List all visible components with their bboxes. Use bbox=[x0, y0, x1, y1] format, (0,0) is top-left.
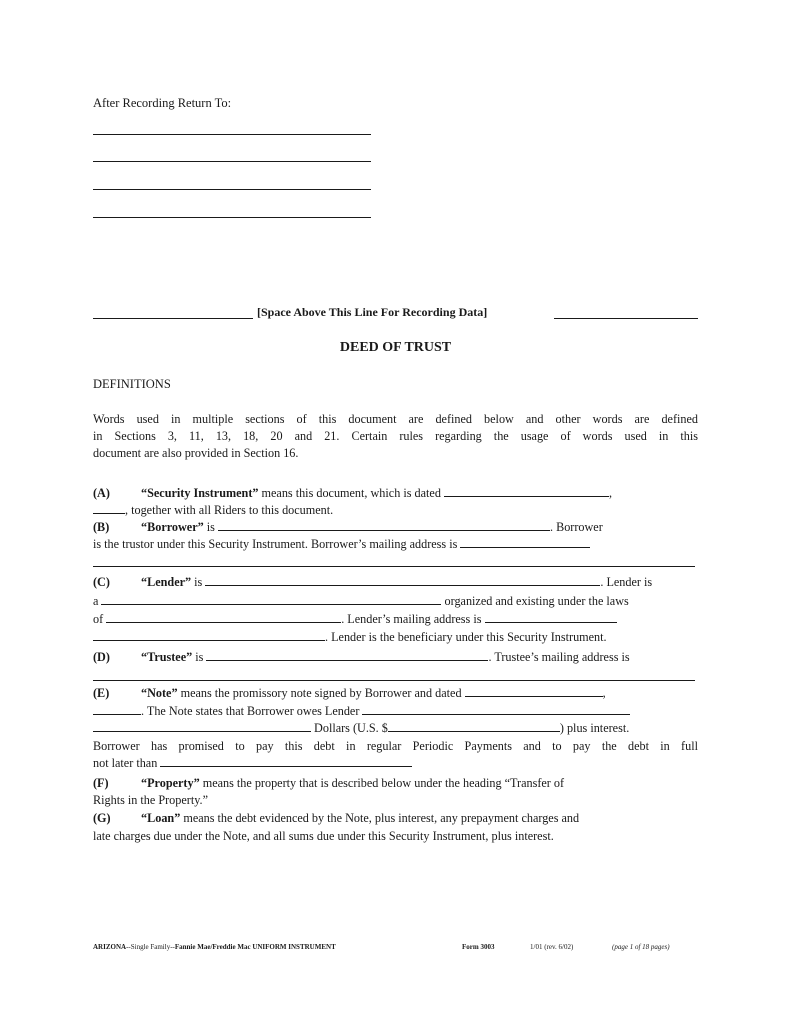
definition-a-label: (A) bbox=[93, 486, 110, 500]
definition-g-label: (G) bbox=[93, 811, 111, 825]
page-title: DEED OF TRUST bbox=[339, 340, 452, 355]
definition-b bbox=[93, 520, 698, 535]
definition-d-term: “Trustee” bbox=[141, 650, 193, 664]
definition-g-term: “Loan” bbox=[141, 811, 181, 825]
definition-c-cont-3 bbox=[93, 630, 698, 645]
note-date-field[interactable] bbox=[465, 686, 603, 697]
definition-e: (E) “Note” means the promissory note signed by Borrower and dated , bbox=[93, 686, 606, 700]
definition-e-cont-3: Borrower has promised to pay this debt in regular Periodic Payments and to pay the debt in full bbox=[93, 739, 698, 753]
lender-address-field-2[interactable] bbox=[93, 630, 325, 641]
definition-d-label: (D) bbox=[93, 650, 110, 664]
definition-b-term: “Borrower” bbox=[141, 520, 204, 534]
definition-d-text-1b: . Trustee’s mailing address is bbox=[488, 650, 630, 664]
definition-c-text-1b: . Lender is bbox=[600, 575, 653, 589]
definition-e-text-2: . The Note states that Borrower owes Lender bbox=[141, 704, 360, 718]
definition-c-cont-2 bbox=[93, 612, 698, 627]
definition-c-text: is bbox=[191, 575, 203, 589]
definition-g bbox=[93, 811, 698, 826]
return-to-label: After Recording Return To: bbox=[93, 96, 232, 110]
definition-e-cont-4 bbox=[93, 756, 698, 771]
definition-b-cont bbox=[93, 537, 698, 552]
lender-name-field[interactable] bbox=[205, 575, 600, 586]
definition-a-text-2: , together with all Riders to this document. bbox=[125, 503, 334, 517]
note-amount-words-field[interactable] bbox=[362, 704, 630, 715]
definition-e-term: “Note” bbox=[141, 686, 178, 700]
note-amount-words-field-2[interactable] bbox=[93, 721, 311, 732]
definition-c-term: “Lender” bbox=[141, 575, 192, 589]
footer-page: (page 1 of 18 pages) bbox=[612, 943, 670, 951]
intro-line-2: in Sections 3, 11, 13, 18, 20 and 21. Certain rules regarding the usage of words used in this bbox=[93, 429, 698, 443]
footer-revision: 1/01 (rev. 6/02) bbox=[530, 943, 574, 951]
definition-c-text-3a: of bbox=[93, 612, 104, 626]
definition-g-cont: late charges due under the Note, and all sums due under this Security Instrument, plus interest. bbox=[93, 829, 554, 843]
definition-c-label: (C) bbox=[93, 575, 110, 589]
definition-f bbox=[93, 776, 698, 791]
trustee-name-field[interactable] bbox=[206, 650, 488, 661]
definition-b-text-2: is the trustor under this Security Instrument. Borrower’s mailing address is bbox=[93, 537, 458, 551]
return-address-line-2[interactable] bbox=[93, 161, 371, 162]
lender-jurisdiction-field[interactable] bbox=[106, 612, 341, 623]
note-amount-dollars-field[interactable] bbox=[388, 721, 560, 732]
security-instrument-date-field[interactable] bbox=[444, 486, 609, 497]
definition-f-text: means the property that is described below under the heading “Transfer of bbox=[199, 776, 565, 790]
borrower-name-field[interactable] bbox=[218, 520, 550, 531]
definition-c-text-4: . Lender is the beneficiary under this Security Instrument. bbox=[325, 630, 607, 644]
footer-desc: --Single Family-- bbox=[126, 943, 175, 951]
definition-g-text: means the debt evidenced by the Note, plus interest, any prepayment charges and bbox=[180, 811, 580, 825]
lender-entity-type-field[interactable] bbox=[101, 594, 441, 605]
definition-f-cont: Rights in the Property.” bbox=[93, 793, 208, 807]
recording-banner: [Space Above This Line For Recording Data] bbox=[257, 305, 488, 319]
definition-c bbox=[93, 575, 698, 590]
definition-e-text-3a: Dollars (U.S. $ bbox=[314, 721, 388, 735]
borrower-address-field[interactable] bbox=[460, 537, 590, 548]
definition-c-text-3b: . Lender’s mailing address is bbox=[341, 612, 482, 626]
definition-e-cont-2 bbox=[93, 721, 698, 736]
footer-state: ARIZONA bbox=[93, 943, 127, 951]
definitions-heading: DEFINITIONS bbox=[93, 377, 171, 391]
definition-e-text: means the promissory note signed by Borrower and dated bbox=[177, 686, 462, 700]
definition-a-text: means this document, which is dated bbox=[258, 486, 441, 500]
definition-e-label: (E) bbox=[93, 686, 110, 700]
footer-instrument bbox=[93, 943, 336, 951]
borrower-address-line-2[interactable] bbox=[93, 566, 695, 567]
note-maturity-date-field[interactable] bbox=[160, 756, 412, 767]
definition-a: (A) “Security Instrument” means this document, which is dated , bbox=[93, 486, 613, 500]
definition-e-text-5: not later than bbox=[93, 756, 158, 770]
lender-address-field[interactable] bbox=[485, 612, 617, 623]
definition-c-cont-1 bbox=[93, 594, 698, 609]
definition-b-label: (B) bbox=[93, 520, 110, 534]
definition-e-cont-1 bbox=[93, 704, 698, 719]
intro-line-1: Words used in multiple sections of this document are defined below and other words are defined bbox=[93, 412, 698, 426]
trustee-address-line[interactable] bbox=[93, 680, 695, 681]
definition-c-text-2a: a bbox=[93, 594, 99, 608]
security-instrument-year-field[interactable] bbox=[93, 503, 125, 514]
return-address-line-1[interactable] bbox=[93, 134, 371, 135]
definition-f-label: (F) bbox=[93, 776, 109, 790]
definition-d bbox=[93, 650, 698, 665]
definition-b-text-1b: . Borrower bbox=[549, 520, 603, 534]
definition-a-cont bbox=[93, 503, 698, 518]
definition-f-term: “Property” bbox=[141, 776, 200, 790]
definition-d-text: is bbox=[192, 650, 204, 664]
banner-rule-left bbox=[93, 318, 253, 319]
note-year-field[interactable] bbox=[93, 704, 141, 715]
footer-bold-desc: Fannie Mae/Freddie Mac UNIFORM INSTRUMENT bbox=[174, 943, 336, 951]
banner-rule-right bbox=[554, 318, 698, 319]
return-address-line-3[interactable] bbox=[93, 189, 371, 190]
return-address-line-4[interactable] bbox=[93, 217, 371, 218]
definition-b-text: is bbox=[203, 520, 215, 534]
definition-a-term: “Security Instrument” bbox=[141, 486, 259, 500]
footer-form: Form 3003 bbox=[462, 943, 495, 951]
intro-line-3: document are also provided in Section 16. bbox=[93, 446, 299, 460]
definition-e-text-3b: ) plus interest. bbox=[559, 721, 630, 735]
definition-c-text-2b: organized and existing under the laws bbox=[444, 594, 629, 608]
